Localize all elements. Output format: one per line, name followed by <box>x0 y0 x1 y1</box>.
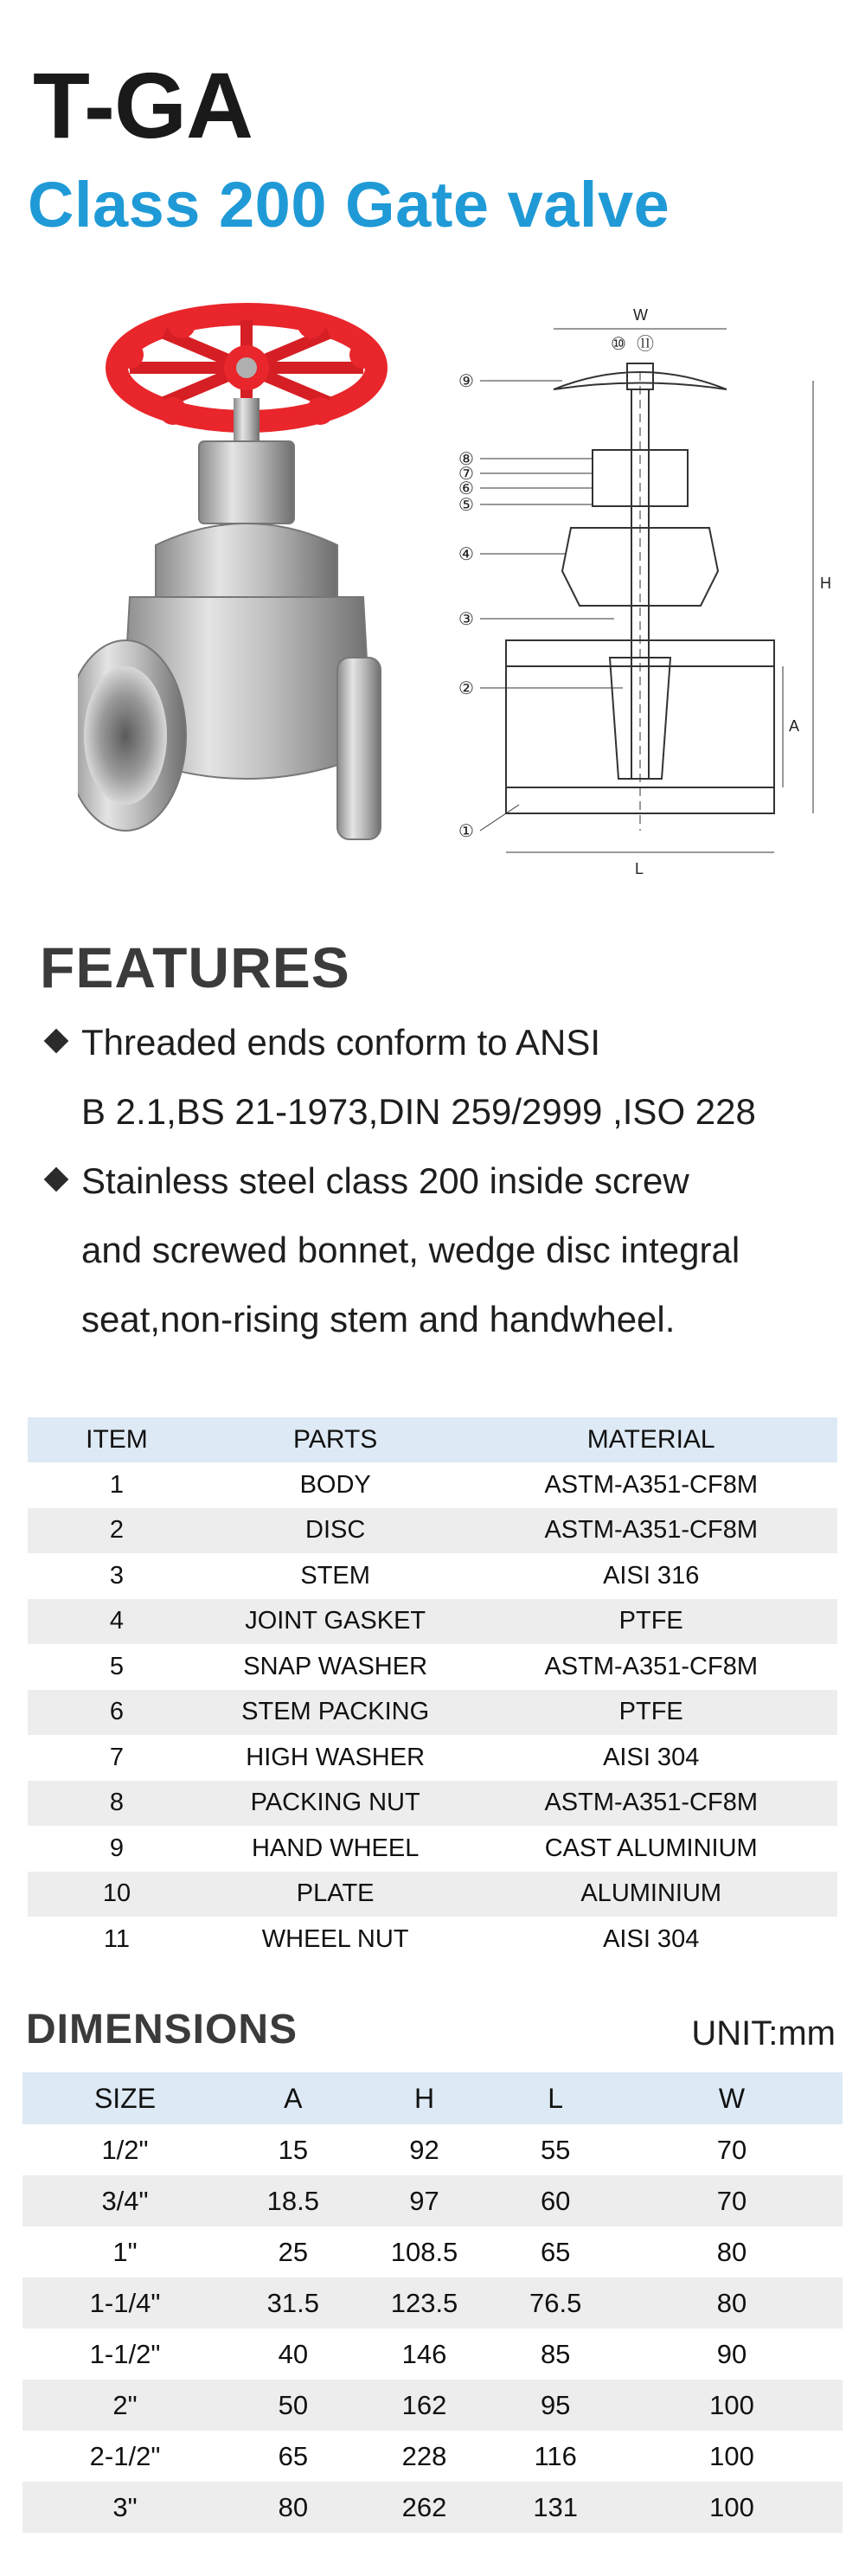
callout-8: ⑧ <box>458 450 474 469</box>
table-cell: 10 <box>28 1872 206 1918</box>
parts-table-body <box>28 1462 837 1963</box>
table-cell: 1 <box>28 1462 206 1508</box>
table-cell: ASTM-A351-CF8M <box>465 1462 837 1508</box>
diamond-bullet-icon <box>44 1167 69 1192</box>
parts-row <box>28 1917 837 1963</box>
table-cell: AISI 304 <box>465 1917 837 1963</box>
parts-row <box>28 1690 837 1736</box>
table-cell: 70 <box>621 2175 843 2226</box>
table-cell: PLATE <box>206 1872 465 1918</box>
table-cell: PACKING NUT <box>206 1781 465 1827</box>
table-cell: 90 <box>621 2329 843 2380</box>
callout-6: ⑥ <box>458 479 474 498</box>
table-cell: AISI 304 <box>465 1735 837 1781</box>
dimensions-row <box>22 2277 843 2329</box>
table-cell: 85 <box>490 2329 621 2380</box>
dimensions-row <box>22 2329 843 2380</box>
feature-line: and screwed bonnet, wedge disc integral <box>81 1230 740 1270</box>
callout-10: ⑩ <box>611 335 626 354</box>
table-cell: 123.5 <box>359 2277 490 2329</box>
table-cell: 9 <box>28 1826 206 1872</box>
table-cell: JOINT GASKET <box>206 1599 465 1645</box>
callout-4: ④ <box>458 545 474 564</box>
table-cell: 162 <box>359 2380 490 2431</box>
dimensions-row <box>22 2482 843 2533</box>
table-cell: SNAP WASHER <box>206 1644 465 1690</box>
table-cell: 131 <box>490 2482 621 2533</box>
col-material: MATERIAL <box>465 1417 837 1462</box>
dimensions-heading: DIMENSIONS <box>26 2007 298 2052</box>
parts-row <box>28 1644 837 1690</box>
parts-row <box>28 1599 837 1645</box>
table-cell: 11 <box>28 1917 206 1963</box>
parts-row <box>28 1508 837 1554</box>
table-cell: 100 <box>621 2431 843 2482</box>
table-cell: 262 <box>359 2482 490 2533</box>
col-w: W <box>621 2072 843 2124</box>
table-cell: 1" <box>22 2226 227 2277</box>
table-cell: PTFE <box>465 1690 837 1736</box>
table-cell: 8 <box>28 1781 206 1827</box>
table-cell: HIGH WASHER <box>206 1735 465 1781</box>
table-cell: PTFE <box>465 1599 837 1645</box>
feature-line: Threaded ends conform to ANSI <box>81 1022 600 1063</box>
dim-w-label: W <box>633 306 648 324</box>
parts-table <box>28 1417 837 1963</box>
parts-row <box>28 1462 837 1508</box>
dimensions-table <box>22 2072 843 2533</box>
table-cell: 2" <box>22 2380 227 2431</box>
table-cell: 76.5 <box>490 2277 621 2329</box>
dimensions-row <box>22 2175 843 2226</box>
table-cell: 15 <box>227 2124 359 2175</box>
callout-9: ⑨ <box>458 372 474 391</box>
table-cell: 18.5 <box>227 2175 359 2226</box>
table-cell: 25 <box>227 2226 359 2277</box>
table-cell: 6 <box>28 1690 206 1736</box>
dimensions-row <box>22 2226 843 2277</box>
callout-1: ① <box>458 822 474 841</box>
dim-a-label: A <box>789 717 800 735</box>
callout-3: ③ <box>458 610 474 629</box>
dimensions-table-body <box>22 2124 843 2533</box>
dimensions-table-header <box>22 2072 843 2124</box>
col-h: H <box>359 2072 490 2124</box>
dimensions-row <box>22 2124 843 2175</box>
dim-l-label: L <box>635 860 644 877</box>
col-item: ITEM <box>28 1417 206 1462</box>
table-cell: 100 <box>621 2380 843 2431</box>
table-cell: 3 <box>28 1553 206 1599</box>
table-cell: 1/2" <box>22 2124 227 2175</box>
table-cell: 7 <box>28 1735 206 1781</box>
callout-5: ⑤ <box>458 496 474 515</box>
diamond-bullet-icon <box>44 1029 69 1054</box>
table-cell: 2 <box>28 1508 206 1554</box>
table-cell: 80 <box>621 2226 843 2277</box>
feature-item <box>40 1008 853 1147</box>
col-size: SIZE <box>22 2072 227 2124</box>
table-cell: HAND WHEEL <box>206 1826 465 1872</box>
valve-section-drawing <box>441 294 839 883</box>
product-code: T-GA <box>33 53 253 157</box>
table-cell: 2-1/2" <box>22 2431 227 2482</box>
table-cell: STEM <box>206 1553 465 1599</box>
callout-7: ⑦ <box>458 465 474 484</box>
table-cell: 31.5 <box>227 2277 359 2329</box>
table-cell: 228 <box>359 2431 490 2482</box>
table-cell: 1-1/2" <box>22 2329 227 2380</box>
table-cell: 55 <box>490 2124 621 2175</box>
table-cell: BODY <box>206 1462 465 1508</box>
table-cell: 40 <box>227 2329 359 2380</box>
table-cell: ASTM-A351-CF8M <box>465 1508 837 1554</box>
dimensions-row <box>22 2431 843 2482</box>
table-cell: AISI 316 <box>465 1553 837 1599</box>
parts-row <box>28 1781 837 1827</box>
table-cell: 3/4" <box>22 2175 227 2226</box>
table-cell: DISC <box>206 1508 465 1554</box>
table-cell: 60 <box>490 2175 621 2226</box>
table-cell: 116 <box>490 2431 621 2482</box>
table-cell: 100 <box>621 2482 843 2533</box>
table-cell: WHEEL NUT <box>206 1917 465 1963</box>
features-heading: FEATURES <box>40 935 350 999</box>
table-cell: 50 <box>227 2380 359 2431</box>
table-cell: 65 <box>227 2431 359 2482</box>
parts-row <box>28 1553 837 1599</box>
features-list <box>40 1008 853 1354</box>
parts-row <box>28 1872 837 1918</box>
table-cell: 92 <box>359 2124 490 2175</box>
parts-row <box>28 1735 837 1781</box>
col-parts: PARTS <box>206 1417 465 1462</box>
table-cell: 4 <box>28 1599 206 1645</box>
table-cell: 97 <box>359 2175 490 2226</box>
table-cell: ASTM-A351-CF8M <box>465 1781 837 1827</box>
callout-2: ② <box>458 679 474 698</box>
table-cell: ASTM-A351-CF8M <box>465 1644 837 1690</box>
table-cell: ALUMINIUM <box>465 1872 837 1918</box>
feature-line: B 2.1,BS 21-1973,DIN 259/2999 ,ISO 228 <box>81 1091 756 1132</box>
table-cell: 70 <box>621 2124 843 2175</box>
dimensions-row <box>22 2380 843 2431</box>
parts-table-header <box>28 1417 837 1462</box>
table-cell: 3" <box>22 2482 227 2533</box>
product-title: Class 200 Gate valve <box>28 169 670 241</box>
table-cell: STEM PACKING <box>206 1690 465 1736</box>
table-cell: 95 <box>490 2380 621 2431</box>
table-cell: 5 <box>28 1644 206 1690</box>
col-l: L <box>490 2072 621 2124</box>
dim-h-label: H <box>820 575 831 592</box>
table-cell: CAST ALUMINIUM <box>465 1826 837 1872</box>
feature-line: Stainless steel class 200 inside screw <box>81 1160 689 1201</box>
feature-item <box>40 1147 853 1354</box>
table-cell: 1-1/4" <box>22 2277 227 2329</box>
col-a: A <box>227 2072 359 2124</box>
table-cell: 80 <box>621 2277 843 2329</box>
callout-11: ⑪ <box>637 335 654 354</box>
valve-photo <box>78 286 415 909</box>
table-cell: 146 <box>359 2329 490 2380</box>
unit-label: UNIT:mm <box>691 2014 836 2052</box>
table-cell: 108.5 <box>359 2226 490 2277</box>
table-cell: 65 <box>490 2226 621 2277</box>
feature-line: seat,non-rising stem and handwheel. <box>81 1299 676 1339</box>
parts-row <box>28 1826 837 1872</box>
table-cell: 80 <box>227 2482 359 2533</box>
